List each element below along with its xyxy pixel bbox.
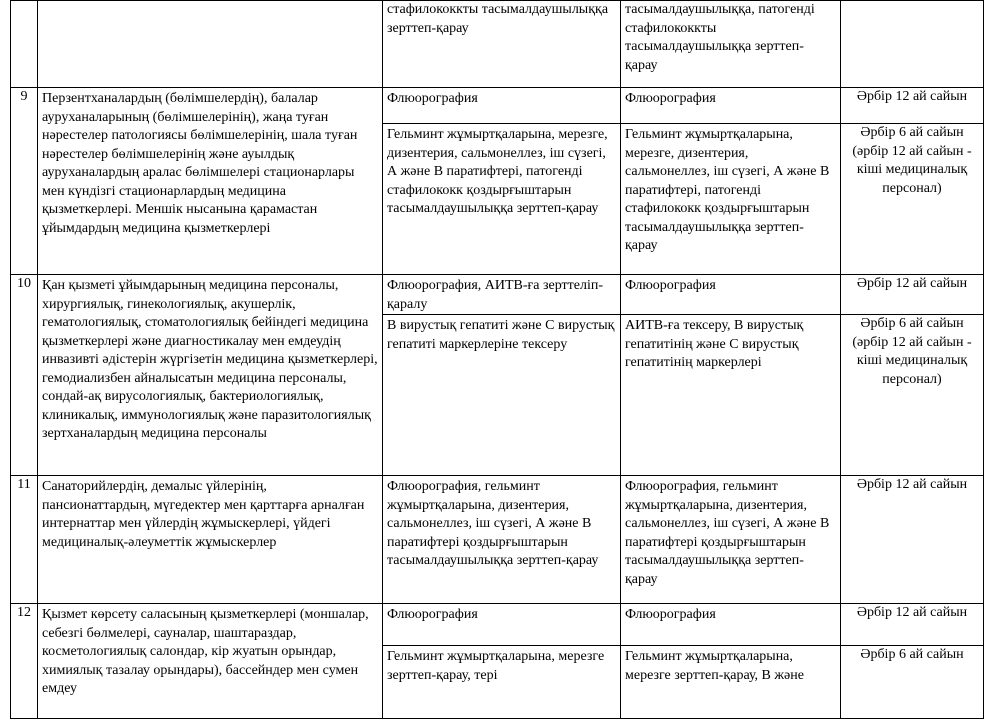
exam-frequency: Әрбір 6 ай сайын (әрбір 12 ай сайын - кіші медициналық персонал): [841, 315, 984, 476]
worker-category: Қан қызметі ұйымдарының медицина персоналы, хирургиялық, гинекологиялық, акушерлік, гематологиялық, стоматологиялық бейіндегі медицина қызметкерлері және диагностикалау мен емдеудің инвазивті әдістерін жүргізетін медицина қызметкерлері, гемодиализбен айналысатын медицина персоналы, сондай-ақ вирусологиялық, бактериологиялық, клиникалық, иммунологиялық және паразитологиялық зертханалардың медицина персоналы: [38, 275, 383, 476]
periodic-exam: Гельминт жұмыртқаларына, мерезге, дизентерия, сальмонеллез, іш сүзегі, А және В паратифтері, патогенді стафилококк қоздырғыштарын тасымалдаушылыққа зерттеп-қарау: [621, 124, 841, 275]
exam-frequency: [841, 1, 984, 88]
table-row: [11, 476, 984, 604]
exam-frequency: Әрбір 12 ай сайын: [841, 604, 984, 646]
initial-exam: стафилококкты тасымалдаушылыққа зерттеп-қарау: [383, 1, 621, 88]
worker-category: Санаторийлердің, демалыс үйлерінің, пансионаттардың, мүгедектер мен қарттарға арналған интернаттар мен үйлердің жұмыскерлері, үйдегі медициналық-әлеуметтік жұмыскерлер: [38, 476, 383, 604]
initial-exam: Флюорография, АИТВ-ға зерттеліп-қаралу: [383, 275, 621, 315]
medical-exam-table: [10, 0, 984, 719]
row-number: 10: [11, 275, 38, 476]
periodic-exam: Флюорография: [621, 88, 841, 124]
initial-exam: Флюорография, гельминт жұмыртқаларына, дизентерия, сальмонеллез, іш сүзегі, А және В паратифтері қоздырғыштарын тасымалдаушылыққа зерттеп-қарау: [383, 476, 621, 604]
exam-frequency: Әрбір 12 ай сайын: [841, 88, 984, 124]
row-number: 9: [11, 88, 38, 275]
worker-category: [38, 1, 383, 88]
exam-frequency: Әрбір 12 ай сайын: [841, 275, 984, 315]
periodic-exam: АИТВ-ға тексеру, В вирустық гепатитінің және С вирустық гепатитінің маркерлері: [621, 315, 841, 476]
table-row: [11, 604, 984, 646]
periodic-exam: Флюорография, гельминт жұмыртқаларына, дизентерия, сальмонеллез, іш сүзегі, А және В паратифтері қоздырғыштарын тасымалдаушылыққа зерттеп-қарау: [621, 476, 841, 604]
row-number: 11: [11, 476, 38, 604]
worker-category: Қызмет көрсету саласының қызметкерлері (моншалар, себезгі бөлмелері, сауналар, шаштараздар, косметологиялық салондар, кір жуатын орындар, химиялық тазалау орындары), бассейндер мен сумен емдеу: [38, 604, 383, 719]
periodic-exam: тасымалдаушылыққа, патогенді стафилококкты тасымалдаушылыққа зерттеп-қарау: [621, 1, 841, 88]
initial-exam: Флюорография: [383, 88, 621, 124]
table-row: [11, 1, 984, 88]
initial-exam: Флюорография: [383, 604, 621, 646]
table-row: [11, 275, 984, 315]
initial-exam: Гельминт жұмыртқаларына, мерезге, дизентерия, сальмонеллез, іш сүзегі, А және В паратифтері, патогенді стафилококк қоздырғыштарын тасымалдаушылыққа зерттеп-қарау: [383, 124, 621, 275]
exam-frequency: Әрбір 6 ай сайын: [841, 646, 984, 719]
exam-frequency: Әрбір 12 ай сайын: [841, 476, 984, 604]
table-row: [11, 88, 984, 124]
periodic-exam: Флюорография: [621, 604, 841, 646]
initial-exam: Гельминт жұмыртқаларына, мерезге зерттеп-қарау, тері: [383, 646, 621, 719]
exam-frequency: Әрбір 6 ай сайын (әрбір 12 ай сайын - кіші медициналық персонал): [841, 124, 984, 275]
initial-exam: В вирустық гепатиті және С вирустық гепатиті маркерлеріне тексеру: [383, 315, 621, 476]
periodic-exam: Гельминт жұмыртқаларына, мерезге зерттеп-қарау, В және: [621, 646, 841, 719]
row-number: [11, 1, 38, 88]
worker-category: Перзентханалардың (бөлімшелердің), балалар ауруханаларының (бөлімшелерінің), жаңа туған нәрестелер патологиясы бөлімшелерінің, шала туған нәрестелер бөлімшелерінің және ауылдық ауруханалардың аралас бөлімшелері стационарлары мен күндізгі стационарлардың медицина қызметкерлері. Меншік нысанына қарамастан ұйымдардың медицина қызметкерлері: [38, 88, 383, 275]
periodic-exam: Флюорография: [621, 275, 841, 315]
row-number: 12: [11, 604, 38, 719]
